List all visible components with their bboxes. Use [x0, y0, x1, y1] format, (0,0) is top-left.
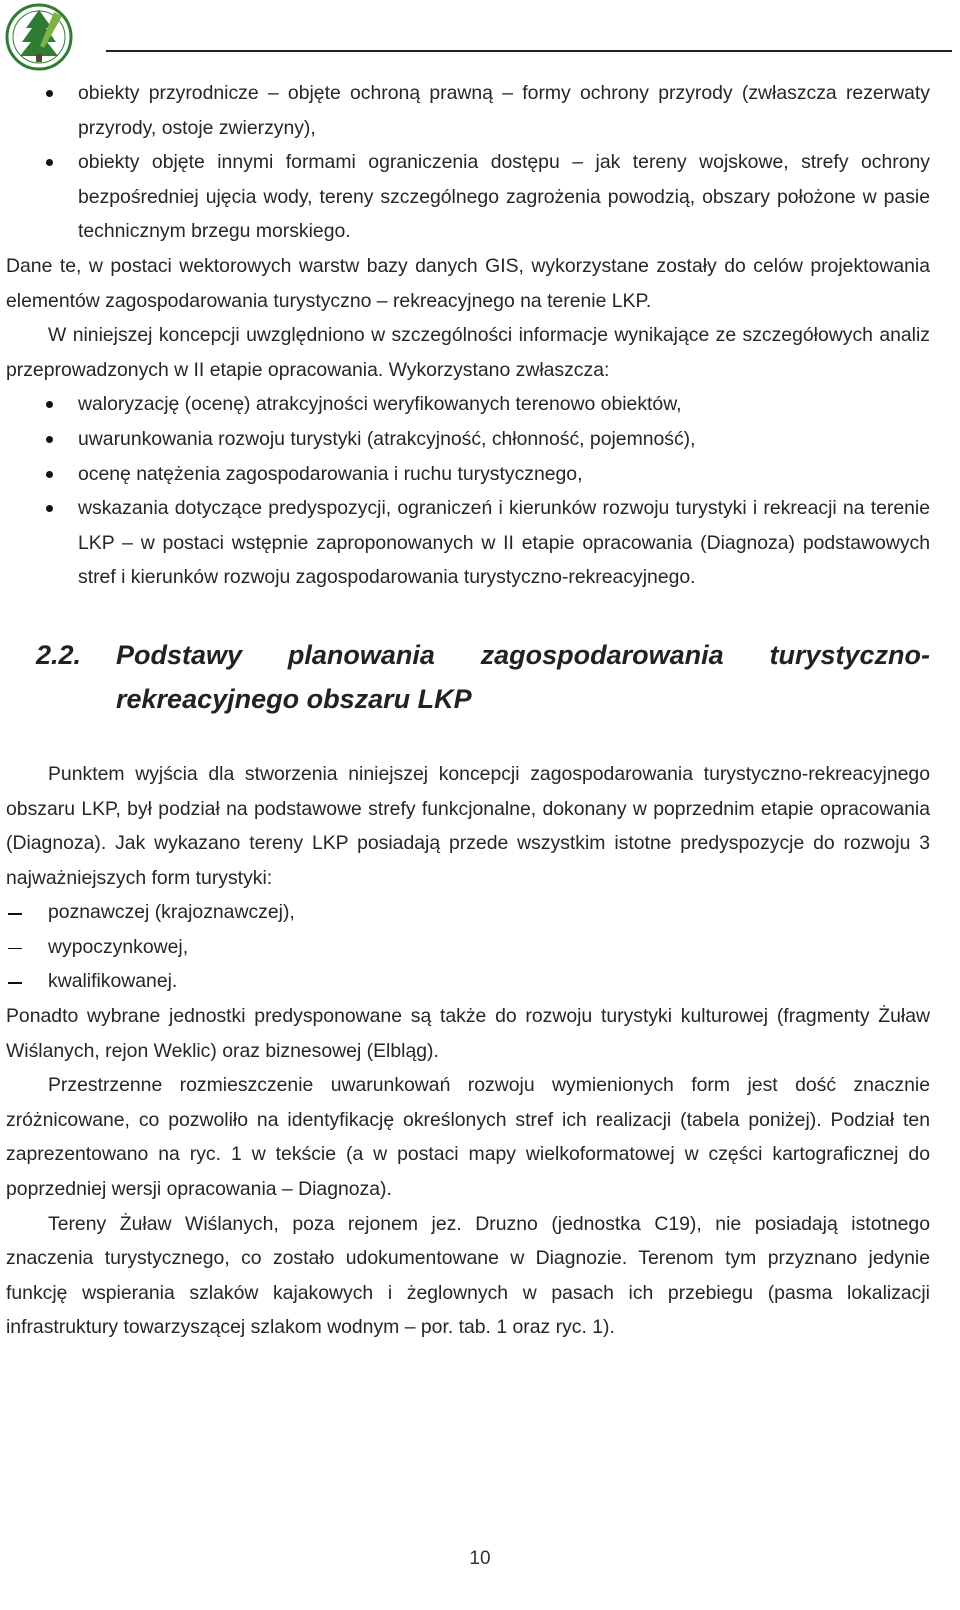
- list-item: uwarunkowania rozwoju turystyki (atrakcyjność, chłonność, pojemność),: [6, 422, 930, 457]
- page-number: 10: [469, 1548, 491, 1569]
- page-header: [0, 0, 960, 70]
- dash-icon: [8, 982, 22, 984]
- list-item: waloryzację (ocenę) atrakcyjności weryfikowanych terenowo obiektów,: [6, 387, 930, 422]
- bullet-icon: [46, 471, 53, 478]
- bullet-icon: [46, 90, 53, 97]
- bullet-icon: [46, 401, 53, 408]
- list-item: wypoczynkowej,: [6, 930, 930, 965]
- document-body: [6, 76, 930, 1345]
- paragraph: W niniejszej koncepcji uwzględniono w szczególności informacje wynikające ze szczegółowych analiz przeprowadzonych w II etapie opracowania. Wykorzystano zwłaszcza:: [6, 324, 930, 381]
- dash-icon: [8, 913, 22, 915]
- list-item: wskazania dotyczące predyspozycji, ograniczeń i kierunków rozwoju turystyki i rekreacji na terenie LKP – w postaci wstępnie zaproponowanych w II etapie opracowania (Diagnoza) podstawowych stref i kierunków rozwoju zagospodarowania turystyczno-rekreacyjnego.: [6, 491, 930, 595]
- paragraph: Ponadto wybrane jednostki predysponowane są także do rozwoju turystyki kulturowej (fragmenty Żuław Wiślanych, rejon Weklic) oraz biznesowej (Elbląg).: [6, 1005, 930, 1062]
- list-item: kwalifikowanej.: [6, 964, 930, 999]
- bullet-icon: [46, 159, 53, 166]
- paragraph: Przestrzenne rozmieszczenie uwarunkowań rozwoju wymienionych form jest dość znacznie zróżnicowane, co pozwoliło na identyfikację określonych stref ich realizacji (tabela poniżej). Podział ten zaprezentowano na ryc. 1 w tekście (a w postaci mapy wielkoformatowej w części kartograficznej do poprzedniej wersji opracowania – Diagnoza).: [6, 1074, 930, 1201]
- tourism-forms-list: [6, 895, 930, 999]
- paragraph: Dane te, w postaci wektorowych warstw bazy danych GIS, wykorzystane zostały do celów projektowania elementów zagospodarowania turystyczno – rekreacyjnego na terenie LKP.: [6, 254, 930, 312]
- forest-tree-logo-icon: [4, 2, 74, 72]
- protected-objects-list: [6, 76, 930, 249]
- section-heading: [6, 633, 930, 721]
- list-item: ocenę natężenia zagospodarowania i ruchu turystycznego,: [6, 457, 930, 492]
- dash-icon: [8, 948, 22, 950]
- header-rule: [106, 50, 952, 52]
- used-analyses-list: [6, 387, 930, 595]
- section-number: 2.2.: [36, 639, 82, 670]
- paragraph: Tereny Żuław Wiślanych, poza rejonem jez. Druzno (jednostka C19), nie posiadają istotnego znaczenia turystycznego, co zostało udokumentowane w Diagnozie. Terenom tym przyznano jedynie funkcję wspierania szlaków kajakowych i żeglownych w pasach ich przebiegu (pasma lokalizacji infrastruktury towarzyszącej szlakom wodnym – por. tab. 1 oraz ryc. 1).: [6, 1212, 930, 1339]
- list-item: obiekty przyrodnicze – objęte ochroną prawną – formy ochrony przyrody (zwłaszcza rezerwaty przyrody, ostoje zwierzyny),: [6, 76, 930, 145]
- paragraph: Punktem wyjścia dla stworzenia niniejszej koncepcji zagospodarowania turystyczno-rekreacyjnego obszaru LKP, był podział na podstawowe strefy funkcjonalne, dokonany w poprzednim etapie opracowania (Diagnoza). Jak wykazano tereny LKP posiadają przede wszystkim istotne predyspozycje do rozwoju 3 najważniejszych form turystyki:: [6, 762, 930, 889]
- bullet-icon: [46, 436, 53, 443]
- section-title: Podstawy planowania zagospodarowania turystyczno-rekreacyjnego obszaru LKP: [116, 639, 930, 714]
- list-item: poznawczej (krajoznawczej),: [6, 895, 930, 930]
- bullet-icon: [46, 505, 53, 512]
- list-item: obiekty objęte innymi formami ograniczenia dostępu – jak tereny wojskowe, strefy ochrony bezpośredniej ujęcia wody, tereny szczególnego zagrożenia powodzią, obszary położone w pasie technicznym brzegu morskiego.: [6, 145, 930, 249]
